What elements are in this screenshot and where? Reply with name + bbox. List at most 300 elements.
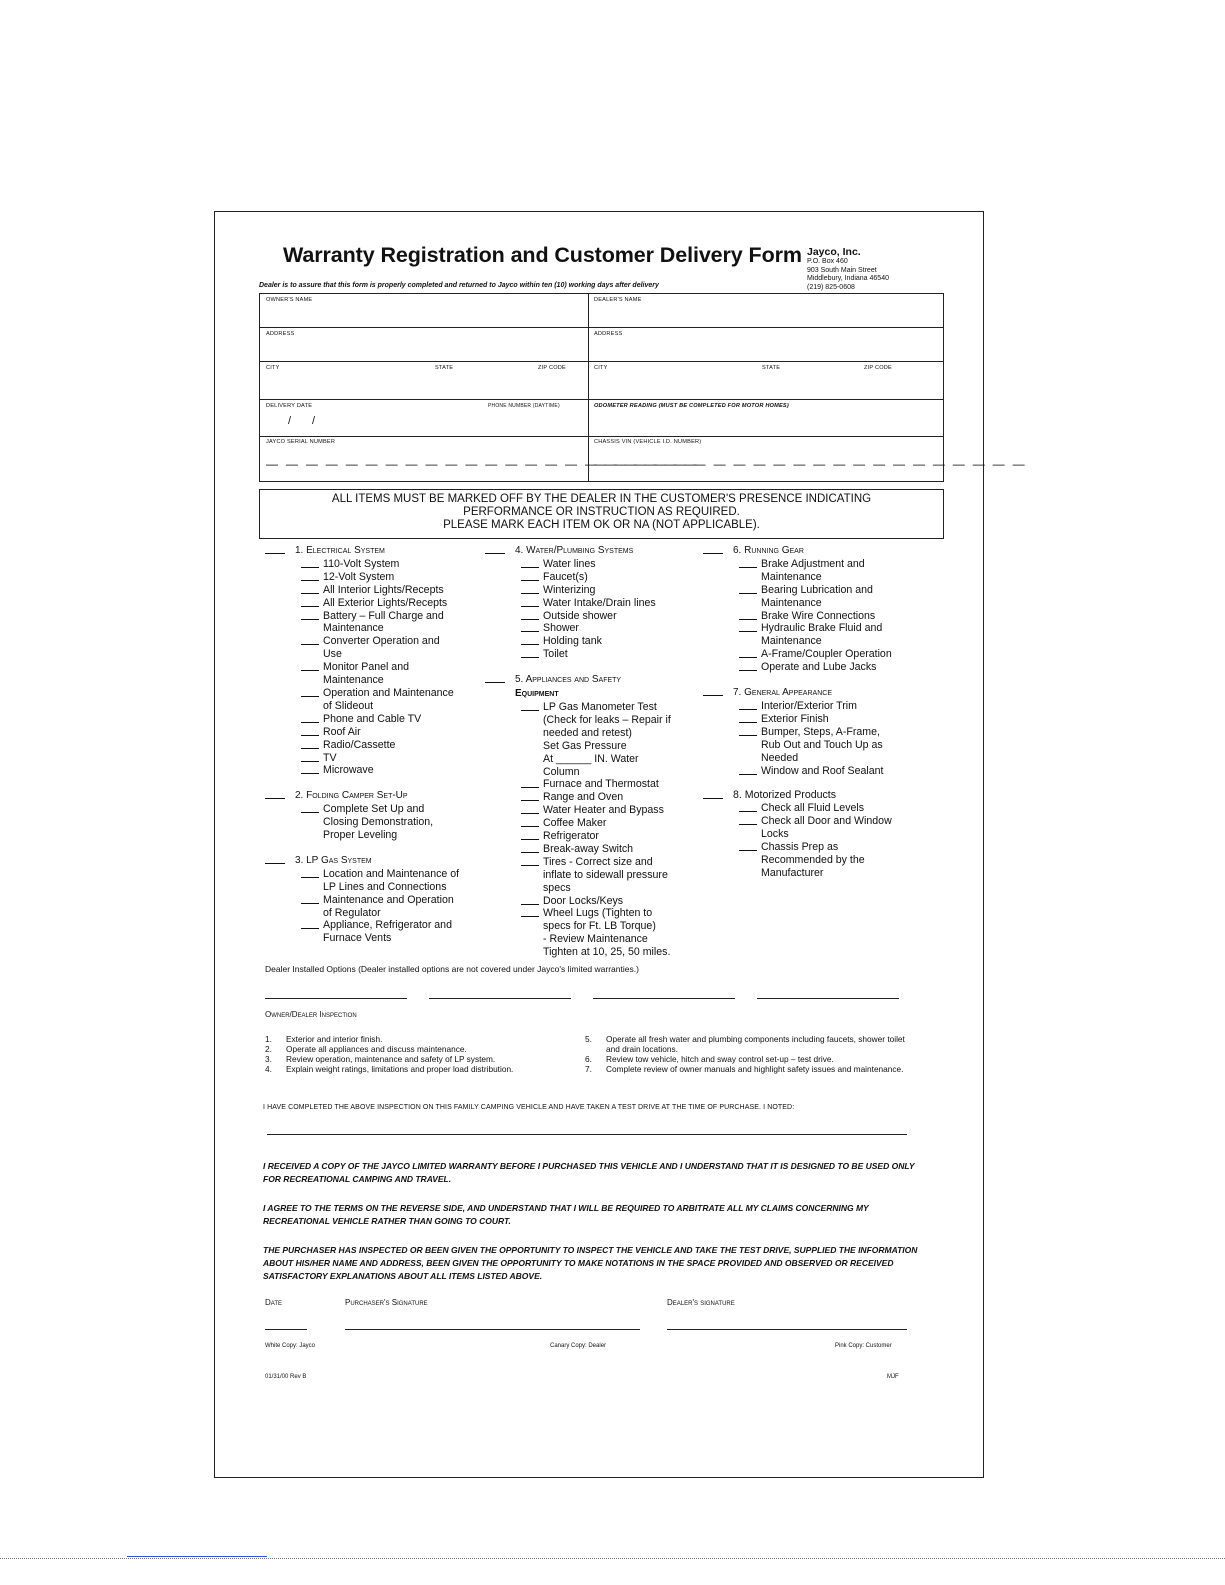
- owner-zip-field[interactable]: ZIP CODE: [538, 365, 566, 371]
- check-blank[interactable]: [521, 817, 539, 827]
- check-blank[interactable]: [521, 571, 539, 581]
- checklist-item-label: At ______ IN. Water: [543, 752, 639, 765]
- checklist-item-label: Phone and Cable TV: [323, 712, 422, 725]
- company-po-box: P.O. Box 460: [807, 258, 848, 265]
- checklist-item-label: Recommended by the: [761, 853, 865, 866]
- page-bottom-divider: [0, 1558, 1225, 1559]
- section-appliances-safety[interactable]: [485, 673, 715, 687]
- inspection-text: Review tow vehicle, hitch and sway control set-up – test drive.: [606, 1054, 834, 1064]
- inspection-number: 5.: [585, 1034, 592, 1044]
- company-name: Jayco, Inc.: [807, 246, 861, 258]
- checklist-column-1: [265, 544, 495, 945]
- checklist-item: [485, 714, 715, 727]
- checklist-item[interactable]: [265, 558, 495, 571]
- checklist-item-label: specs for Ft. LB Torque): [543, 920, 656, 933]
- checklist-item-label: Battery – Full Charge and: [323, 609, 444, 622]
- dealer-notice: Dealer is to assure that this form is properly completed and returned to Jayco within ten (10) working days after delivery: [259, 282, 659, 289]
- check-blank[interactable]: [739, 713, 757, 723]
- banner-line: ALL ITEMS MUST BE MARKED OFF BY THE DEALER IN THE CUSTOMER'S PRESENCE INDICATING: [331, 493, 872, 505]
- check-blank[interactable]: [739, 802, 757, 812]
- section-title: 8. Motorized Products: [733, 789, 837, 802]
- vin-blanks[interactable]: — — — — — — — — — — — — — — — — — — — — — —: [594, 457, 1027, 471]
- checklist-item-label: Winterizing: [543, 583, 596, 596]
- checklist-item: [265, 674, 495, 687]
- check-blank[interactable]: [301, 584, 319, 594]
- checklist-item: [485, 946, 715, 959]
- check-blank[interactable]: [301, 610, 319, 620]
- owner-address-field[interactable]: ADDRESS: [266, 331, 295, 337]
- check-blank[interactable]: [739, 661, 757, 671]
- section-water-plumbing[interactable]: [485, 544, 715, 558]
- checklist-item-label: Toilet: [543, 648, 568, 661]
- banner-line: PERFORMANCE OR INSTRUCTION AS REQUIRED.: [463, 506, 740, 519]
- checklist-item[interactable]: [265, 687, 495, 700]
- check-blank[interactable]: [521, 856, 539, 866]
- section-running-gear[interactable]: [703, 544, 953, 558]
- date-separator: /: [312, 415, 316, 427]
- checklist-item-label: (Check for leaks – Repair if: [543, 713, 671, 726]
- registration-fields: [259, 293, 1027, 482]
- inspection-list-left: [265, 1034, 585, 1074]
- checklist-item: [265, 700, 495, 713]
- company-street: 903 South Main Street: [807, 266, 877, 274]
- purchaser-signature-label: Purchaser's Signature: [345, 1298, 428, 1307]
- checklist-item[interactable]: [703, 765, 953, 778]
- white-copy-label: White Copy: Jayco: [265, 1343, 316, 1349]
- checklist-item-label: Microwave: [323, 764, 374, 777]
- checklist-item[interactable]: [703, 661, 953, 674]
- inspection-item: [585, 1054, 915, 1064]
- checklist-item-label: Check all Door and Window: [761, 815, 892, 828]
- checklist-item: [485, 882, 715, 895]
- checklist-item-label: of Regulator: [323, 906, 381, 919]
- form-page: [214, 211, 1027, 1478]
- checklist-item-label: Water Heater and Bypass: [543, 804, 664, 817]
- checklist-item-label: Maintenance and Operation: [323, 893, 454, 906]
- dealer-zip-field[interactable]: ZIP CODE: [864, 365, 892, 371]
- checklist-item-label: Furnace and Thermostat: [543, 778, 659, 791]
- checklist-item-label: Faucet(s): [543, 570, 588, 583]
- option-line[interactable]: [593, 998, 735, 999]
- checklist-item[interactable]: [265, 571, 495, 584]
- checklist-item[interactable]: [485, 610, 715, 623]
- check-blank[interactable]: [301, 752, 319, 762]
- row-divider: [260, 399, 943, 400]
- date-line[interactable]: [265, 1329, 307, 1330]
- checklist-item-label: Window and Roof Sealant: [761, 764, 884, 777]
- check-blank[interactable]: [739, 726, 757, 736]
- checklist-item[interactable]: [703, 726, 953, 739]
- pink-copy-label: Pink Copy: Customer: [835, 1343, 892, 1349]
- delivery-date-field[interactable]: DELIVERY DATE: [266, 403, 313, 409]
- check-blank[interactable]: [301, 739, 319, 749]
- check-blank[interactable]: [739, 610, 757, 620]
- checklist-item[interactable]: [265, 635, 495, 648]
- checklist-item: [703, 828, 953, 841]
- check-blank[interactable]: [301, 571, 319, 581]
- checklist-item[interactable]: [703, 802, 953, 815]
- checklist-item[interactable]: [265, 726, 495, 739]
- check-blank[interactable]: [301, 558, 319, 568]
- check-blank[interactable]: [739, 584, 757, 594]
- dealer-signature-label: Dealer's signature: [667, 1298, 735, 1307]
- checklist-item[interactable]: [485, 778, 715, 791]
- section-title: 7. General Appearance: [733, 687, 832, 699]
- checklist-item[interactable]: [703, 841, 953, 854]
- check-blank[interactable]: [521, 622, 539, 632]
- checklist-item[interactable]: [485, 817, 715, 830]
- checklist-column-3: [703, 544, 953, 880]
- owner-dealer-inspection-label: Owner/Dealer Inspection: [265, 1010, 357, 1019]
- checklist-item-label: Monitor Panel and: [323, 661, 409, 674]
- checklist-item-label: Tires - Correct size and: [543, 855, 653, 868]
- check-blank[interactable]: [739, 700, 757, 710]
- section-general-appearance[interactable]: [703, 686, 953, 700]
- checklist-item: [703, 867, 953, 880]
- check-blank[interactable]: [521, 830, 539, 840]
- checklist-item-label: Coffee Maker: [543, 817, 607, 830]
- check-blank[interactable]: [301, 764, 319, 774]
- checklist-item[interactable]: [265, 739, 495, 752]
- checklist-item-label: Interior/Exterior Trim: [761, 699, 857, 712]
- checklist-item[interactable]: [703, 610, 953, 623]
- checklist-item-label: All Exterior Lights/Recepts: [323, 596, 448, 609]
- checklist-item-label: specs: [543, 881, 571, 894]
- checklist-item[interactable]: [485, 804, 715, 817]
- checklist-item-label: Converter Operation and: [323, 635, 440, 648]
- checklist-item-label: Furnace Vents: [323, 932, 392, 945]
- checklist-item[interactable]: [265, 868, 495, 881]
- checklist-item[interactable]: [265, 894, 495, 907]
- checklist-item[interactable]: [703, 713, 953, 726]
- checklist-item[interactable]: [485, 622, 715, 635]
- section-electrical[interactable]: [265, 544, 495, 558]
- company-city: Middlebury, Indiana 46540: [807, 275, 889, 283]
- checklist-item-label: Tighten at 10, 25, 50 miles.: [543, 946, 671, 959]
- checklist-item-label: Water lines: [543, 557, 596, 570]
- checklist-item-label: Manufacturer: [761, 866, 824, 879]
- section-folding-camper[interactable]: [265, 789, 495, 803]
- checklist-item[interactable]: [703, 815, 953, 828]
- checklist-item-label: LP Lines and Connections: [323, 880, 447, 893]
- section-title: 1. Electrical System: [295, 545, 385, 556]
- form-code: MJF: [887, 1374, 899, 1380]
- checklist-item-label: Refrigerator: [543, 830, 599, 843]
- instruction-banner: [259, 489, 944, 539]
- check-blank[interactable]: [301, 803, 319, 813]
- checklist-item[interactable]: [485, 701, 715, 714]
- inspection-number: 1.: [265, 1034, 272, 1044]
- section-title-cont: Equipment: [515, 688, 559, 700]
- row-divider: [260, 361, 943, 362]
- checklist-item[interactable]: [265, 610, 495, 623]
- checklist-item[interactable]: [265, 764, 495, 777]
- check-blank[interactable]: [301, 635, 319, 645]
- owners-name-field[interactable]: OWNER'S NAME: [266, 297, 313, 303]
- checklist-item: [703, 752, 953, 765]
- check-blank[interactable]: [521, 648, 539, 658]
- row-divider: [260, 436, 943, 437]
- inspection-number: 6.: [585, 1054, 592, 1064]
- checklist-item-label: Water Intake/Drain lines: [543, 596, 656, 609]
- column-divider: [588, 294, 589, 481]
- dealers-name-field[interactable]: DEALER'S NAME: [594, 297, 642, 303]
- check-blank[interactable]: [301, 726, 319, 736]
- checklist-item[interactable]: [265, 713, 495, 726]
- section-title: 4. Water/Plumbing Systems: [515, 545, 634, 556]
- checklist-item-label: Use: [323, 648, 342, 661]
- check-blank[interactable]: [739, 765, 757, 775]
- checklist-item[interactable]: [703, 648, 953, 661]
- check-blank[interactable]: [301, 687, 319, 697]
- checklist-item-label: Maintenance: [761, 596, 822, 609]
- check-blank[interactable]: [301, 713, 319, 723]
- banner-line: PLEASE MARK EACH ITEM OK OR NA (NOT APPLICABLE).: [443, 519, 760, 532]
- checklist-item-label: Radio/Cassette: [323, 738, 396, 751]
- section-lp-gas[interactable]: [265, 854, 495, 868]
- checklist-item: [265, 881, 495, 894]
- company-phone: (219) 825-0608: [807, 283, 855, 291]
- checklist-item[interactable]: [703, 558, 953, 571]
- date-label: Date: [265, 1298, 283, 1307]
- checklist-item: [703, 597, 953, 610]
- section-title: 6. Running Gear: [733, 545, 804, 556]
- checklist-item-label: Brake Adjustment and: [761, 557, 865, 570]
- inspection-text: Complete review of owner manuals and highlight safety issues and maintenance.: [606, 1064, 904, 1074]
- checklist-item-label: Closing Demonstration,: [323, 816, 434, 829]
- checklist-item: [485, 753, 715, 766]
- checklist-item[interactable]: [703, 584, 953, 597]
- check-blank[interactable]: [739, 841, 757, 851]
- checklist-item[interactable]: [265, 597, 495, 610]
- checklist-item-label: of Slideout: [323, 699, 374, 712]
- checklist-item[interactable]: [485, 635, 715, 648]
- warranty-statement: I RECEIVED A COPY OF THE JAYCO LIMITED WARRANTY BEFORE I PURCHASED THIS VEHICLE AND I UNDERSTAND THAT IT IS DESIGNED TO BE USED ONLY FOR RECREATIONAL CAMPING AND TRAVEL.: [263, 1161, 915, 1184]
- check-blank[interactable]: [301, 597, 319, 607]
- checklist-item-label: Door Locks/Keys: [543, 894, 624, 907]
- checklist-item-label: needed and retest): [543, 726, 632, 739]
- row-divider: [260, 327, 943, 328]
- checklist-item[interactable]: [485, 597, 715, 610]
- checklist-item-label: A-Frame/Coupler Operation: [761, 648, 892, 661]
- section-title: 2. Folding Camper Set-Up: [295, 790, 408, 802]
- checklist-item-label: Appliance, Refrigerator and: [323, 919, 452, 932]
- check-blank[interactable]: [521, 804, 539, 814]
- checklist-item-label: Operation and Maintenance: [323, 686, 454, 699]
- checklist-item[interactable]: [485, 895, 715, 908]
- check-blank[interactable]: [301, 919, 319, 929]
- checklist-item-label: Outside shower: [543, 609, 617, 622]
- revision-label: 01/31/00 Rev B: [265, 1374, 307, 1380]
- checklist-item: [265, 648, 495, 661]
- check-blank[interactable]: [521, 791, 539, 801]
- check-blank[interactable]: [521, 778, 539, 788]
- canary-copy-label: Canary Copy: Dealer: [550, 1343, 607, 1349]
- checklist-item: [265, 622, 495, 635]
- checklist-item-label: 12-Volt System: [323, 570, 395, 583]
- checklist-item[interactable]: [485, 791, 715, 804]
- inspection-text: Review operation, maintenance and safety of LP system.: [286, 1054, 496, 1064]
- checklist-column-2: [485, 544, 715, 959]
- checklist-item[interactable]: [485, 856, 715, 869]
- checklist-item-label: Bumper, Steps, A-Frame,: [761, 725, 880, 738]
- chassis-vin-field[interactable]: CHASSIS VIN (VEHICLE I.D. NUMBER): [594, 439, 702, 445]
- inspection-text: Exterior and interior finish.: [286, 1034, 383, 1044]
- inspection-item: [265, 1034, 585, 1044]
- arbitration-statement: I AGREE TO THE TERMS ON THE REVERSE SIDE, AND UNDERSTAND THAT I WILL BE REQUIRED TO ARBITRATE ALL MY CLAIMS CONCERNING MY RECREATIONAL VEHICLE RATHER THAN GOING TO COURT.: [263, 1203, 869, 1226]
- form-title: Warranty Registration and Customer Delivery Form: [283, 243, 802, 267]
- page-link-underline[interactable]: [127, 1556, 267, 1557]
- checklist-item-label: Maintenance: [323, 674, 384, 687]
- checklist-item: [265, 829, 495, 842]
- checklist-item-label: Bearing Lubrication and: [761, 583, 873, 596]
- checklist-item: [485, 869, 715, 882]
- checklist-item-label: Wheel Lugs (Tighten to: [543, 907, 653, 920]
- option-line[interactable]: [757, 998, 899, 999]
- checklist-item-label: Maintenance: [761, 635, 822, 648]
- inspection-text: Operate all fresh water and plumbing components including faucets, shower toilet and drain locations.: [606, 1034, 905, 1054]
- check-blank[interactable]: [521, 584, 539, 594]
- inspection-item: [585, 1064, 915, 1074]
- dealer-installed-options: Dealer Installed Options (Dealer installed options are not covered under Jayco's limited warranties.): [265, 964, 639, 974]
- checklist-item-label: Check all Fluid Levels: [761, 802, 865, 815]
- checklist-item: [703, 635, 953, 648]
- checklist-item[interactable]: [265, 661, 495, 674]
- checklist-item[interactable]: [485, 571, 715, 584]
- inspection-number: 2.: [265, 1044, 272, 1054]
- checklist-item-label: inflate to sidewall pressure: [543, 868, 668, 881]
- company-address: [807, 246, 889, 292]
- check-blank[interactable]: [521, 895, 539, 905]
- inspection-item: [585, 1034, 915, 1054]
- inspection-item: [265, 1044, 585, 1054]
- section-motorized-products[interactable]: [703, 789, 953, 802]
- checklist-item-label: Complete Set Up and: [323, 803, 425, 816]
- section-title: 3. LP Gas System: [295, 854, 372, 866]
- checklist-item-label: Hydraulic Brake Fluid and: [761, 622, 883, 635]
- inspection-statement: I HAVE COMPLETED THE ABOVE INSPECTION ON THIS FAMILY CAMPING VEHICLE AND HAVE TAKEN A TEST DRIVE AT THE TIME OF PURCHASE. I NOTED:: [263, 1104, 795, 1111]
- checklist-item-label: Rub Out and Touch Up as: [761, 738, 883, 751]
- checklist-item-label: Operate and Lube Jacks: [761, 661, 877, 674]
- checklist-item[interactable]: [485, 830, 715, 843]
- owner-state-field[interactable]: STATE: [435, 365, 454, 371]
- checklist-item-label: TV: [323, 751, 337, 764]
- inspection-acknowledgement: THE PURCHASER HAS INSPECTED OR BEEN GIVEN THE OPPORTUNITY TO INSPECT THE VEHICLE AND TAKE THE TEST DRIVE, SUPPLIED THE INFORMATION ABOUT HIS/HER NAME AND ADDRESS, BEEN GIVEN THE OPPORTUNITY TO MAKE NOTATIONS IN THE SPACE PROVIDED AND OBSERVED OR RECEIVED SATISFACTORY EXPLANATIONS ABOUT ALL ITEMS LISTED ABOVE.: [263, 1245, 918, 1281]
- check-blank[interactable]: [521, 701, 539, 711]
- checklist-item-label: Chassis Prep as: [761, 841, 839, 854]
- dealer-signature-line[interactable]: [667, 1329, 907, 1330]
- dealer-address-field[interactable]: ADDRESS: [594, 331, 623, 337]
- serial-number-blanks[interactable]: — — — — — — — — — — — — — — — — — — — — — —: [266, 457, 699, 471]
- checklist-item-label: - Review Maintenance: [543, 933, 648, 946]
- checklist-item[interactable]: [265, 803, 495, 816]
- checklist-item-label: Exterior Finish: [761, 712, 829, 725]
- checklist-item[interactable]: [485, 558, 715, 571]
- checklist-item-label: Brake Wire Connections: [761, 609, 876, 622]
- check-blank[interactable]: [521, 597, 539, 607]
- dealer-city-field[interactable]: CITY: [594, 365, 608, 371]
- checklist-item-label: Range and Oven: [543, 791, 624, 804]
- checklist-item: [485, 920, 715, 933]
- checklist-item[interactable]: [485, 907, 715, 920]
- checklist-item-label: 110-Volt System: [323, 557, 400, 570]
- check-blank[interactable]: [301, 868, 319, 878]
- checklist-item-label: Maintenance: [761, 570, 822, 583]
- option-line[interactable]: [429, 998, 571, 999]
- serial-number-field[interactable]: JAYCO SERIAL NUMBER: [266, 439, 336, 445]
- check-blank[interactable]: [739, 558, 757, 568]
- checklist-item-label: Maintenance: [323, 622, 384, 635]
- section-title: 5. Appliances and Safety: [515, 674, 622, 686]
- inspection-number: 4.: [265, 1064, 272, 1074]
- checklist-item[interactable]: [265, 584, 495, 597]
- check-blank[interactable]: [521, 558, 539, 568]
- checklist-item: [265, 907, 495, 920]
- inspection-text: Operate all appliances and discuss maintenance.: [286, 1044, 467, 1054]
- checklist-item[interactable]: [265, 752, 495, 765]
- inspection-text: Explain weight ratings, limitations and proper load distribution.: [286, 1064, 514, 1074]
- checklist-item: [485, 933, 715, 946]
- checklist-item-label: Locks: [761, 828, 789, 841]
- checklist-item-label: Holding tank: [543, 635, 602, 648]
- checklist-item: [265, 932, 495, 945]
- checklist-item-label: Column: [543, 765, 580, 778]
- checklist-item: [265, 816, 495, 829]
- option-line[interactable]: [265, 998, 407, 999]
- date-separator: /: [288, 415, 292, 427]
- checklist-item-label: LP Gas Manometer Test: [543, 700, 657, 713]
- checklist-item[interactable]: [485, 843, 715, 856]
- odometer-field[interactable]: ODOMETER READING (MUST BE COMPLETED FOR MOTOR HOMES): [594, 403, 789, 409]
- notes-line[interactable]: [267, 1134, 907, 1135]
- check-blank[interactable]: [301, 894, 319, 904]
- checklist-item: [703, 854, 953, 867]
- checklist-item-label: Roof Air: [323, 725, 361, 738]
- dealer-state-field[interactable]: STATE: [762, 365, 781, 371]
- checklist-item[interactable]: [485, 584, 715, 597]
- inspection-item: [265, 1054, 585, 1064]
- inspection-item: [265, 1064, 585, 1074]
- checklist-item-label: Proper Leveling: [323, 829, 398, 842]
- checklist-item-label: Location and Maintenance of: [323, 867, 460, 880]
- inspection-number: 3.: [265, 1054, 272, 1064]
- phone-field[interactable]: PHONE NUMBER (DAYTIME): [488, 403, 560, 409]
- checklist-item: [485, 766, 715, 779]
- check-blank[interactable]: [301, 661, 319, 671]
- inspection-number: 7.: [585, 1064, 592, 1074]
- checklist-item-label: Needed: [761, 751, 799, 764]
- check-blank[interactable]: [739, 815, 757, 825]
- checklist-item[interactable]: [703, 622, 953, 635]
- checklist-item[interactable]: [265, 919, 495, 932]
- checklist-item-label: Break-away Switch: [543, 842, 634, 855]
- purchaser-signature-line[interactable]: [345, 1329, 640, 1330]
- checklist-item-label: Shower: [543, 622, 579, 635]
- check-blank[interactable]: [521, 843, 539, 853]
- inspection-list-right: [585, 1034, 915, 1074]
- checklist-item: [703, 739, 953, 752]
- owner-city-field[interactable]: CITY: [266, 365, 280, 371]
- checklist-item-label: Set Gas Pressure: [543, 739, 627, 752]
- checklist-item: [485, 727, 715, 740]
- check-blank[interactable]: [521, 610, 539, 620]
- check-blank[interactable]: [521, 907, 539, 917]
- checklist-item[interactable]: [485, 648, 715, 661]
- checklist-item[interactable]: [703, 700, 953, 713]
- check-blank[interactable]: [739, 648, 757, 658]
- check-blank[interactable]: [739, 622, 757, 632]
- check-blank[interactable]: [521, 635, 539, 645]
